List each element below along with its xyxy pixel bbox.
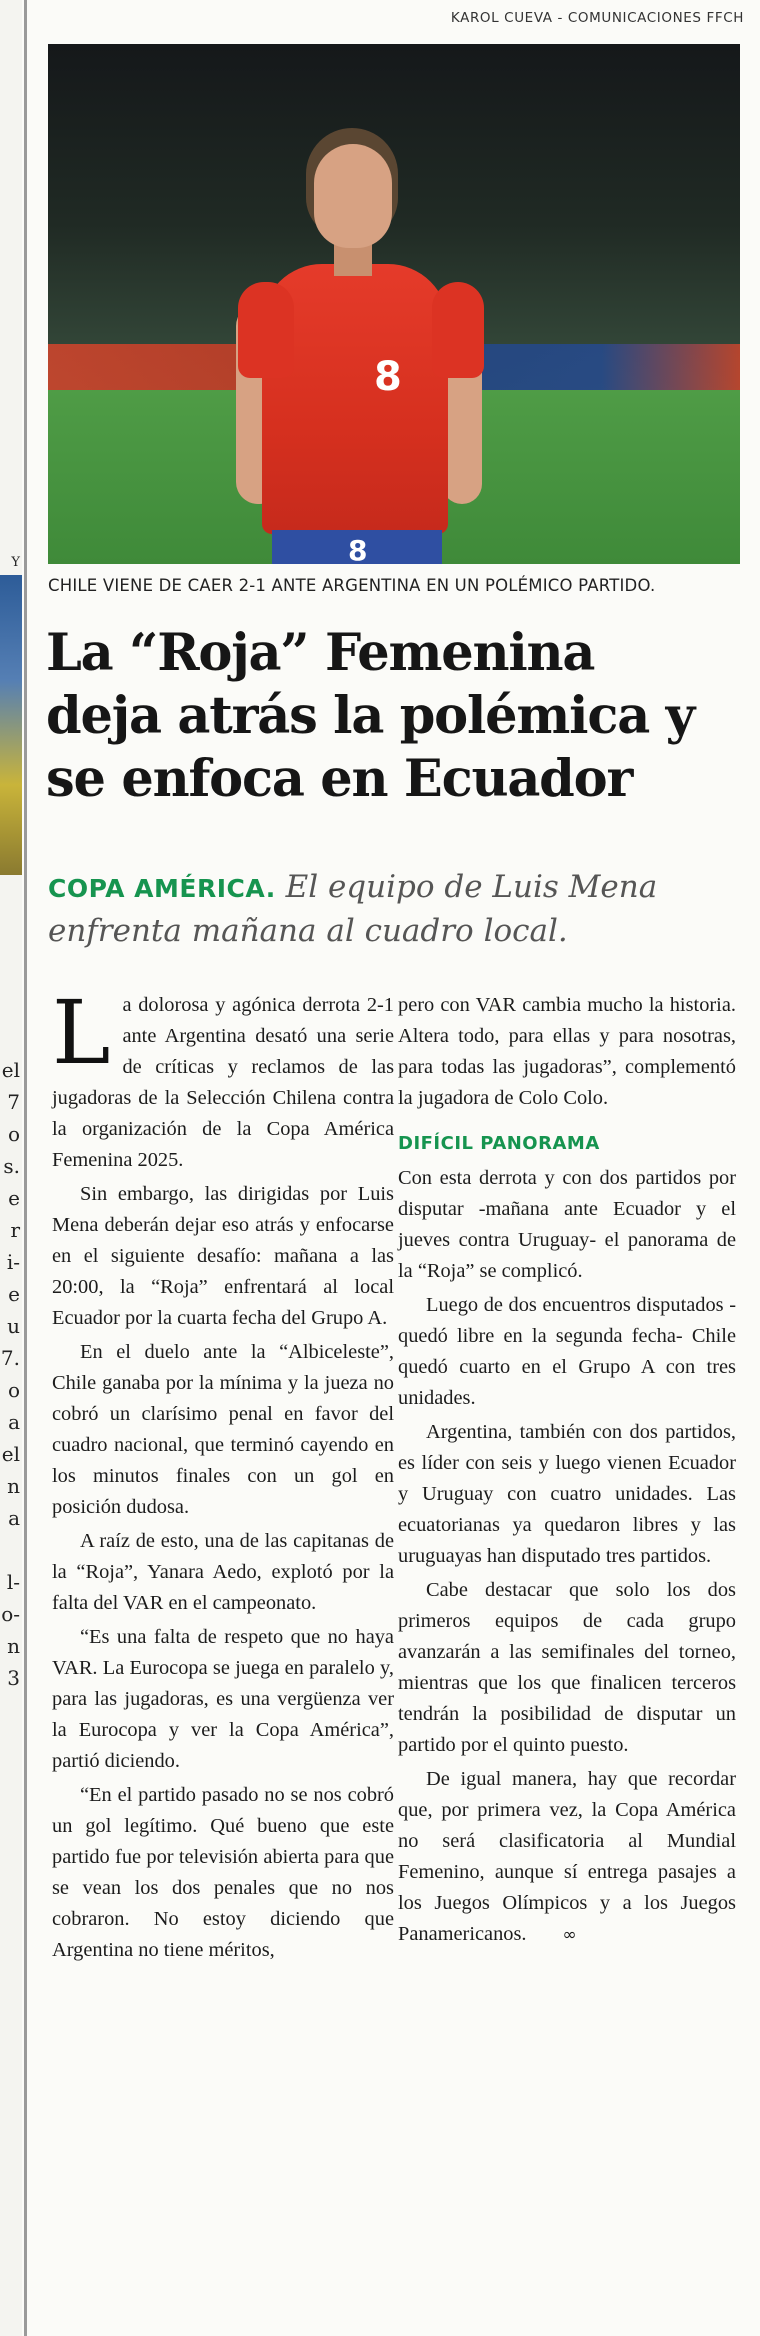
adjacent-photo-fragment: [0, 575, 22, 875]
subhead: DIFÍCIL PANORAMA: [398, 1133, 600, 1154]
strip-fragment: i-: [6, 1250, 20, 1274]
deck: [48, 866, 748, 952]
strip-fragment: e: [8, 1186, 20, 1210]
strip-fragment: el: [1, 1442, 20, 1466]
photo-credit: KAROL CUEVA - COMUNICACIONES FFCH: [450, 10, 744, 26]
body-paragraph: En el duelo ante la “Albiceleste”, Chile ganaba por la mínima y la jueza no cobró un clarísimo penal en favor del cuadro nacional, que terminó cayendo en los minutos finales con un gol en posición dudosa.: [52, 1341, 394, 1518]
strip-fragment: 7.: [0, 1346, 20, 1370]
strip-fragment: l-: [6, 1570, 20, 1594]
strip-fragment: n: [7, 1474, 20, 1498]
body-paragraph: Luego de dos encuentros disputados -quedó libre en la segunda fecha- Chile quedó cuarto en el Grupo A con tres unidades.: [398, 1294, 736, 1409]
player-head: [314, 144, 392, 248]
body-paragraph: [52, 981, 394, 1176]
strip-fragment: o: [7, 1122, 20, 1146]
jersey-number: 8: [374, 354, 402, 400]
strip-fragment: n: [7, 1634, 20, 1658]
headline-line: se enfoca en Ecuador: [46, 749, 633, 809]
headline-line: La “Roja” Femenina: [46, 623, 595, 683]
adjacent-article-strip: [0, 0, 22, 2336]
body-paragraph: Argentina, también con dos partidos, es líder con seis y luego vienen Ecuador y Uruguay con cuatro unidades. Las ecuatorianas ya quedaron libres y las uruguayas han disputado tres partidos.: [398, 1421, 736, 1567]
body-paragraph: “Es una falta de respeto que no haya VAR. La Eurocopa se juega en paralelo y, para las jugadoras, es una vergüenza ver la Eurocopa y ver la Copa América”, partió diciendo.: [52, 1626, 394, 1772]
body-paragraph: Cabe destacar que solo los dos primeros equipos de cada grupo avanzarán a las semifinales del torneo, mientras que los que finalicen terceros tendrán la posibilidad de disputar un partido por el quinto puesto.: [398, 1579, 736, 1756]
paragraph-text: a dolorosa y agónica derrota 2-1 ante Argentina desató una serie de críticas y reclamos de las jugadoras de la Selección Chilena contra la organización de la Copa América Femenina 2025.: [52, 994, 394, 1171]
strip-fragment: 7: [7, 1090, 20, 1114]
strip-fragment: 3: [7, 1666, 20, 1690]
section-kicker: COPA AMÉRICA.: [48, 874, 276, 903]
body-paragraph: Sin embargo, las dirigidas por Luis Mena deberán dejar eso atrás y enfocarse en el siguiente desafío: mañana a las 20:00, la “Roja” enfrentará al local Ecuador por la cuarta fecha del Grupo A.: [52, 1183, 394, 1329]
headline: [46, 622, 746, 811]
column-rule: [24, 0, 27, 2336]
player-sleeve: [432, 282, 484, 378]
strip-fragment: Y: [11, 555, 20, 570]
strip-fragment: el: [1, 1058, 20, 1082]
strip-fragment: a: [8, 1506, 20, 1530]
body-paragraph: “En el partido pasado no se nos cobró un gol legítimo. Qué bueno que este partido fue por televisión abierta para que se vean los dos penales que no nos cobraron. No estoy diciendo que Argentina no tiene méritos,: [52, 1784, 394, 1961]
strip-fragment: o: [7, 1378, 20, 1402]
photo-caption: CHILE VIENE DE CAER 2-1 ANTE ARGENTINA EN UN POLÉMICO PARTIDO.: [48, 576, 656, 595]
deck-summary: enfrenta mañana al cuadro local.: [48, 913, 568, 949]
player-sleeve: [238, 282, 294, 378]
player-figure: [218, 84, 518, 564]
end-mark-icon: ∞: [562, 1925, 577, 1945]
body-paragraph: A raíz de esto, una de las capitanas de la “Roja”, Yanara Aedo, explotó por la falta del VAR en el campeonato.: [52, 1530, 394, 1614]
paragraph-text: De igual manera, hay que recordar que, por primera vez, la Copa América no será clasificatoria al Mundial Femenino, aunque sí entrega pasajes a los Juegos Olímpicos y a los Juegos Panamericanos.: [398, 1768, 736, 1945]
deck-summary: El equipo de Luis Mena: [285, 869, 658, 905]
shorts-number: 8: [348, 534, 368, 564]
drop-cap: L: [52, 981, 111, 1084]
strip-fragment: u: [7, 1314, 20, 1338]
strip-fragment: r: [10, 1218, 20, 1242]
strip-fragment: e: [8, 1282, 20, 1306]
body-paragraph: Con esta derrota y con dos partidos por disputar -mañana ante Ecuador y el jueves contra Uruguay- el panorama de la “Roja” se complicó.: [398, 1167, 736, 1282]
strip-fragment: a: [8, 1410, 20, 1434]
strip-fragment: o-: [1, 1602, 20, 1626]
strip-fragment: s.: [3, 1154, 20, 1178]
body-paragraph: pero con VAR cambia mucho la historia. Altera todo, para ellas y para nosotras, para todas las jugadoras”, complementó la jugadora de Colo Colo.: [398, 994, 736, 1109]
headline-line: deja atrás la polémica y: [46, 686, 695, 746]
article-photo: [48, 44, 740, 564]
body-column-1: [52, 981, 394, 1969]
body-paragraph: [398, 1764, 736, 1951]
body-column-2: [398, 990, 736, 1954]
